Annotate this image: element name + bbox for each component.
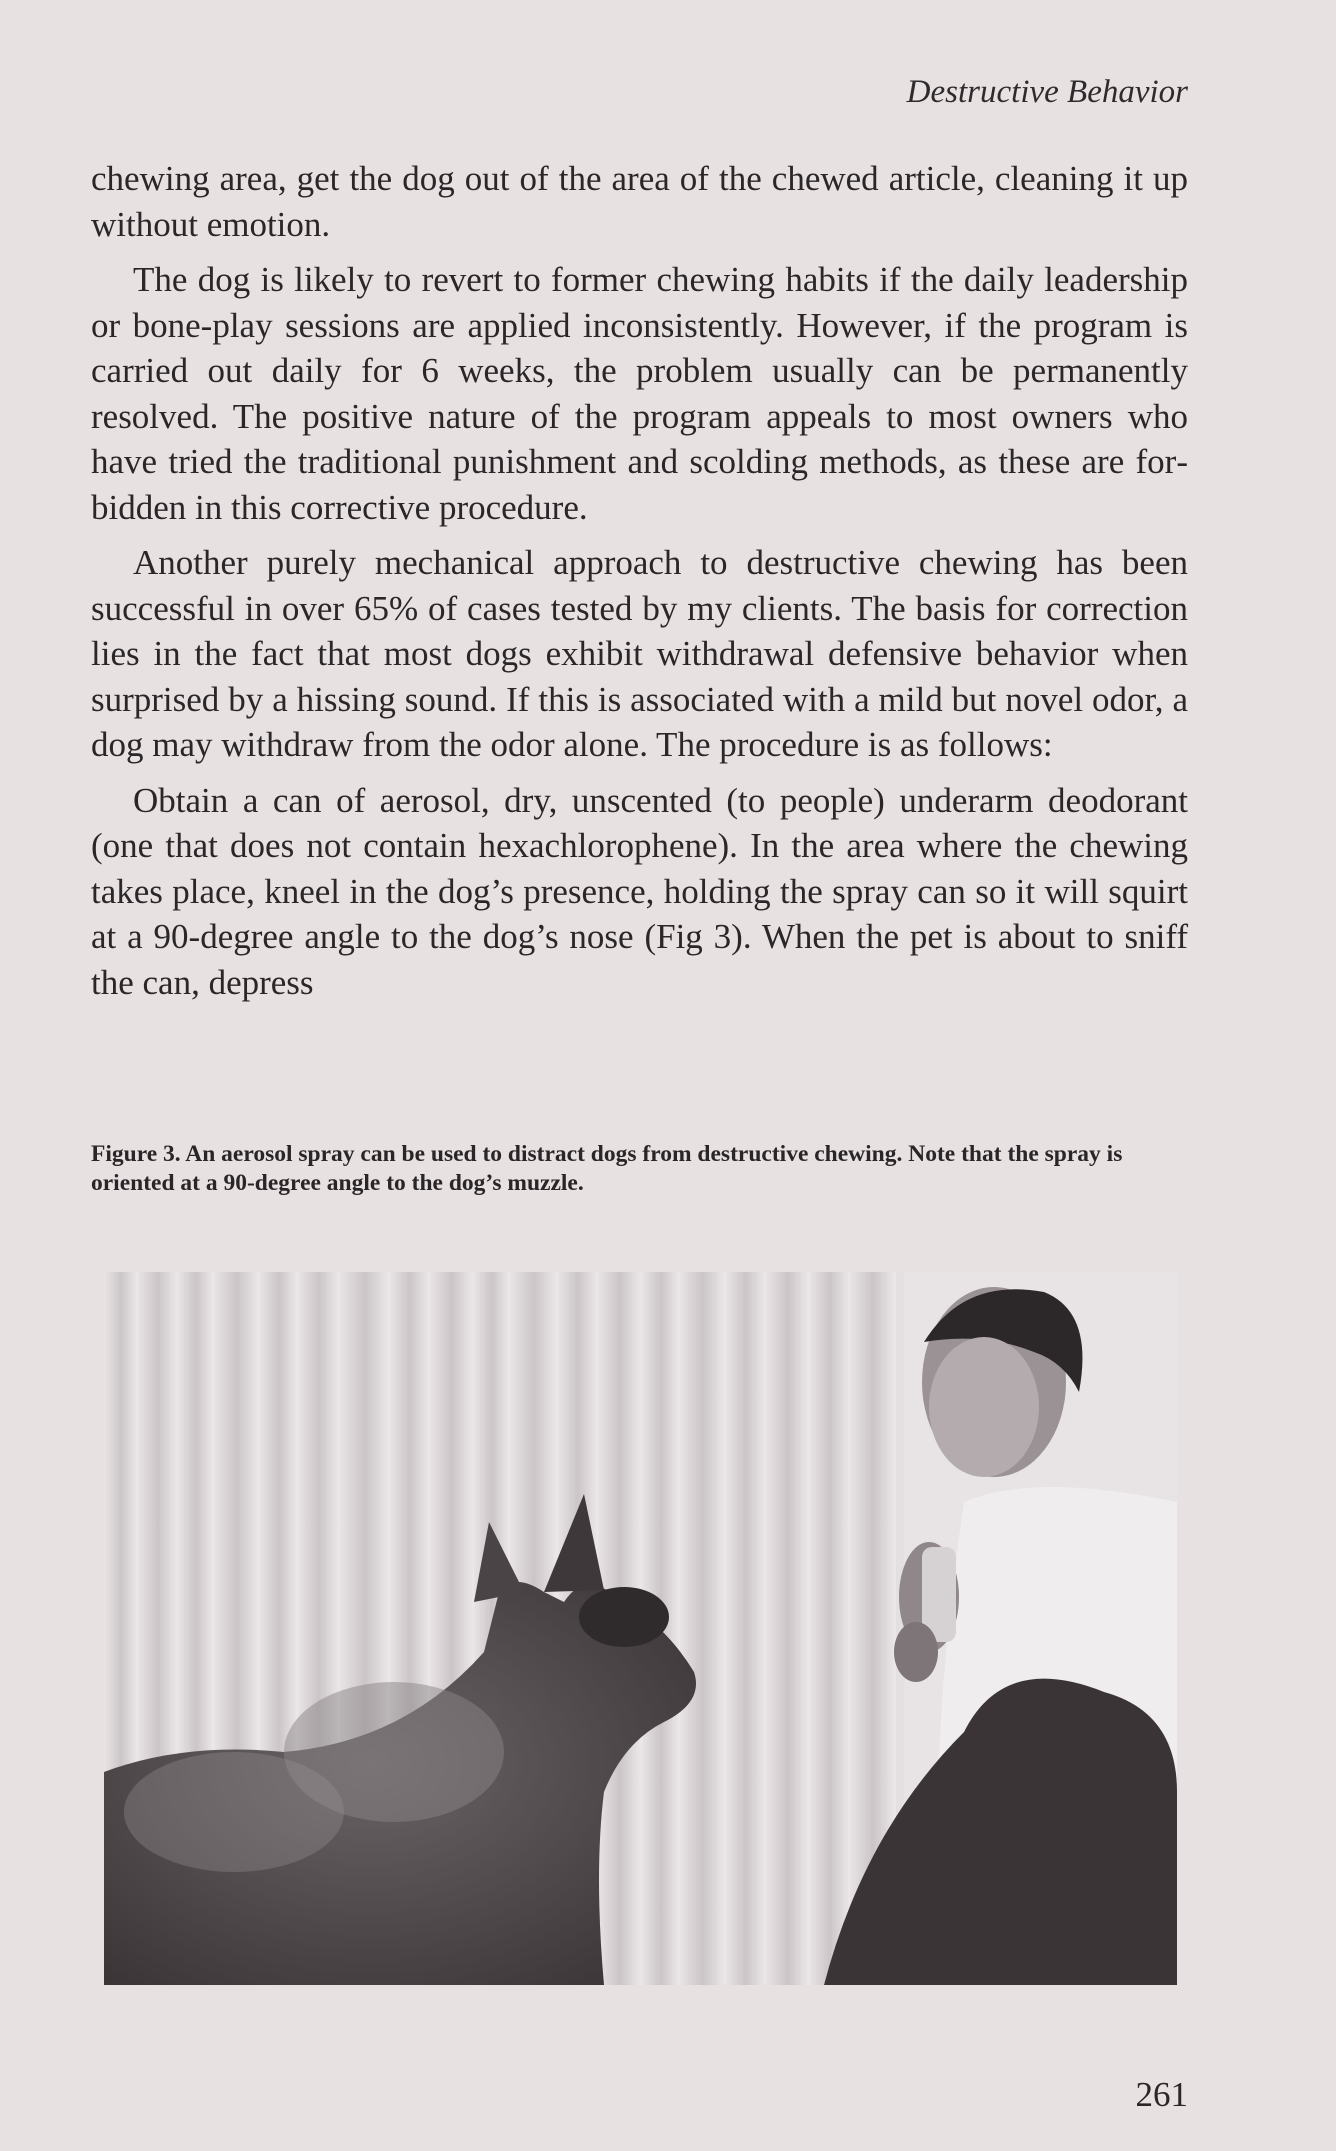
paragraph-3: Another purely mechanical approach to destructive chewing has been successful in over 65% of cases tested by my clients. The basis for correction lies in the fact that most dogs exhibit withdrawal defensive behavior when surprised by a hissing sound. If this is associated with a mild but novel odor, a dog may withdraw from the odor alone. The procedure is as follows: — [91, 543, 1188, 764]
body-text — [91, 156, 1188, 1015]
figure-photo — [104, 1272, 1177, 1985]
paragraph-1: chewing area, get the dog out of the area of the chewed article, cleaning it up without emotion. — [91, 159, 1188, 244]
paragraph-4: Obtain a can of aerosol, dry, unscented (to people) underarm deodorant (one that does not contain hexachlorophene). In the area where the chewing takes place, kneel in the dog’s presence, holding the spray can so it will squirt at a 90-degree angle to the dog’s nose (Fig 3). When the pet is about to sniff the can, depress — [91, 780, 1188, 1002]
running-header: Destructive Behavior — [906, 74, 1188, 110]
page-number: 261 — [1135, 2075, 1188, 2114]
paragraph-2: The dog is likely to revert to former chewing habits if the daily leadership or bone-play sessions are applied inconsistently. However, if the program is carried out daily for 6 weeks, the problem usually can be permanently resolved. The positive nature of the program appeals to most owners who have tried the traditional punishment and scolding methods, as these are forbidden in this corrective procedure. — [91, 260, 1188, 527]
photo-illustration — [104, 1272, 1177, 1985]
figure-caption: Figure 3. An aerosol spray can be used to distract dogs from destructive chewing. Note that the spray is oriented at a 90-degree angle to the dog’s muzzle. — [91, 1141, 1123, 1196]
